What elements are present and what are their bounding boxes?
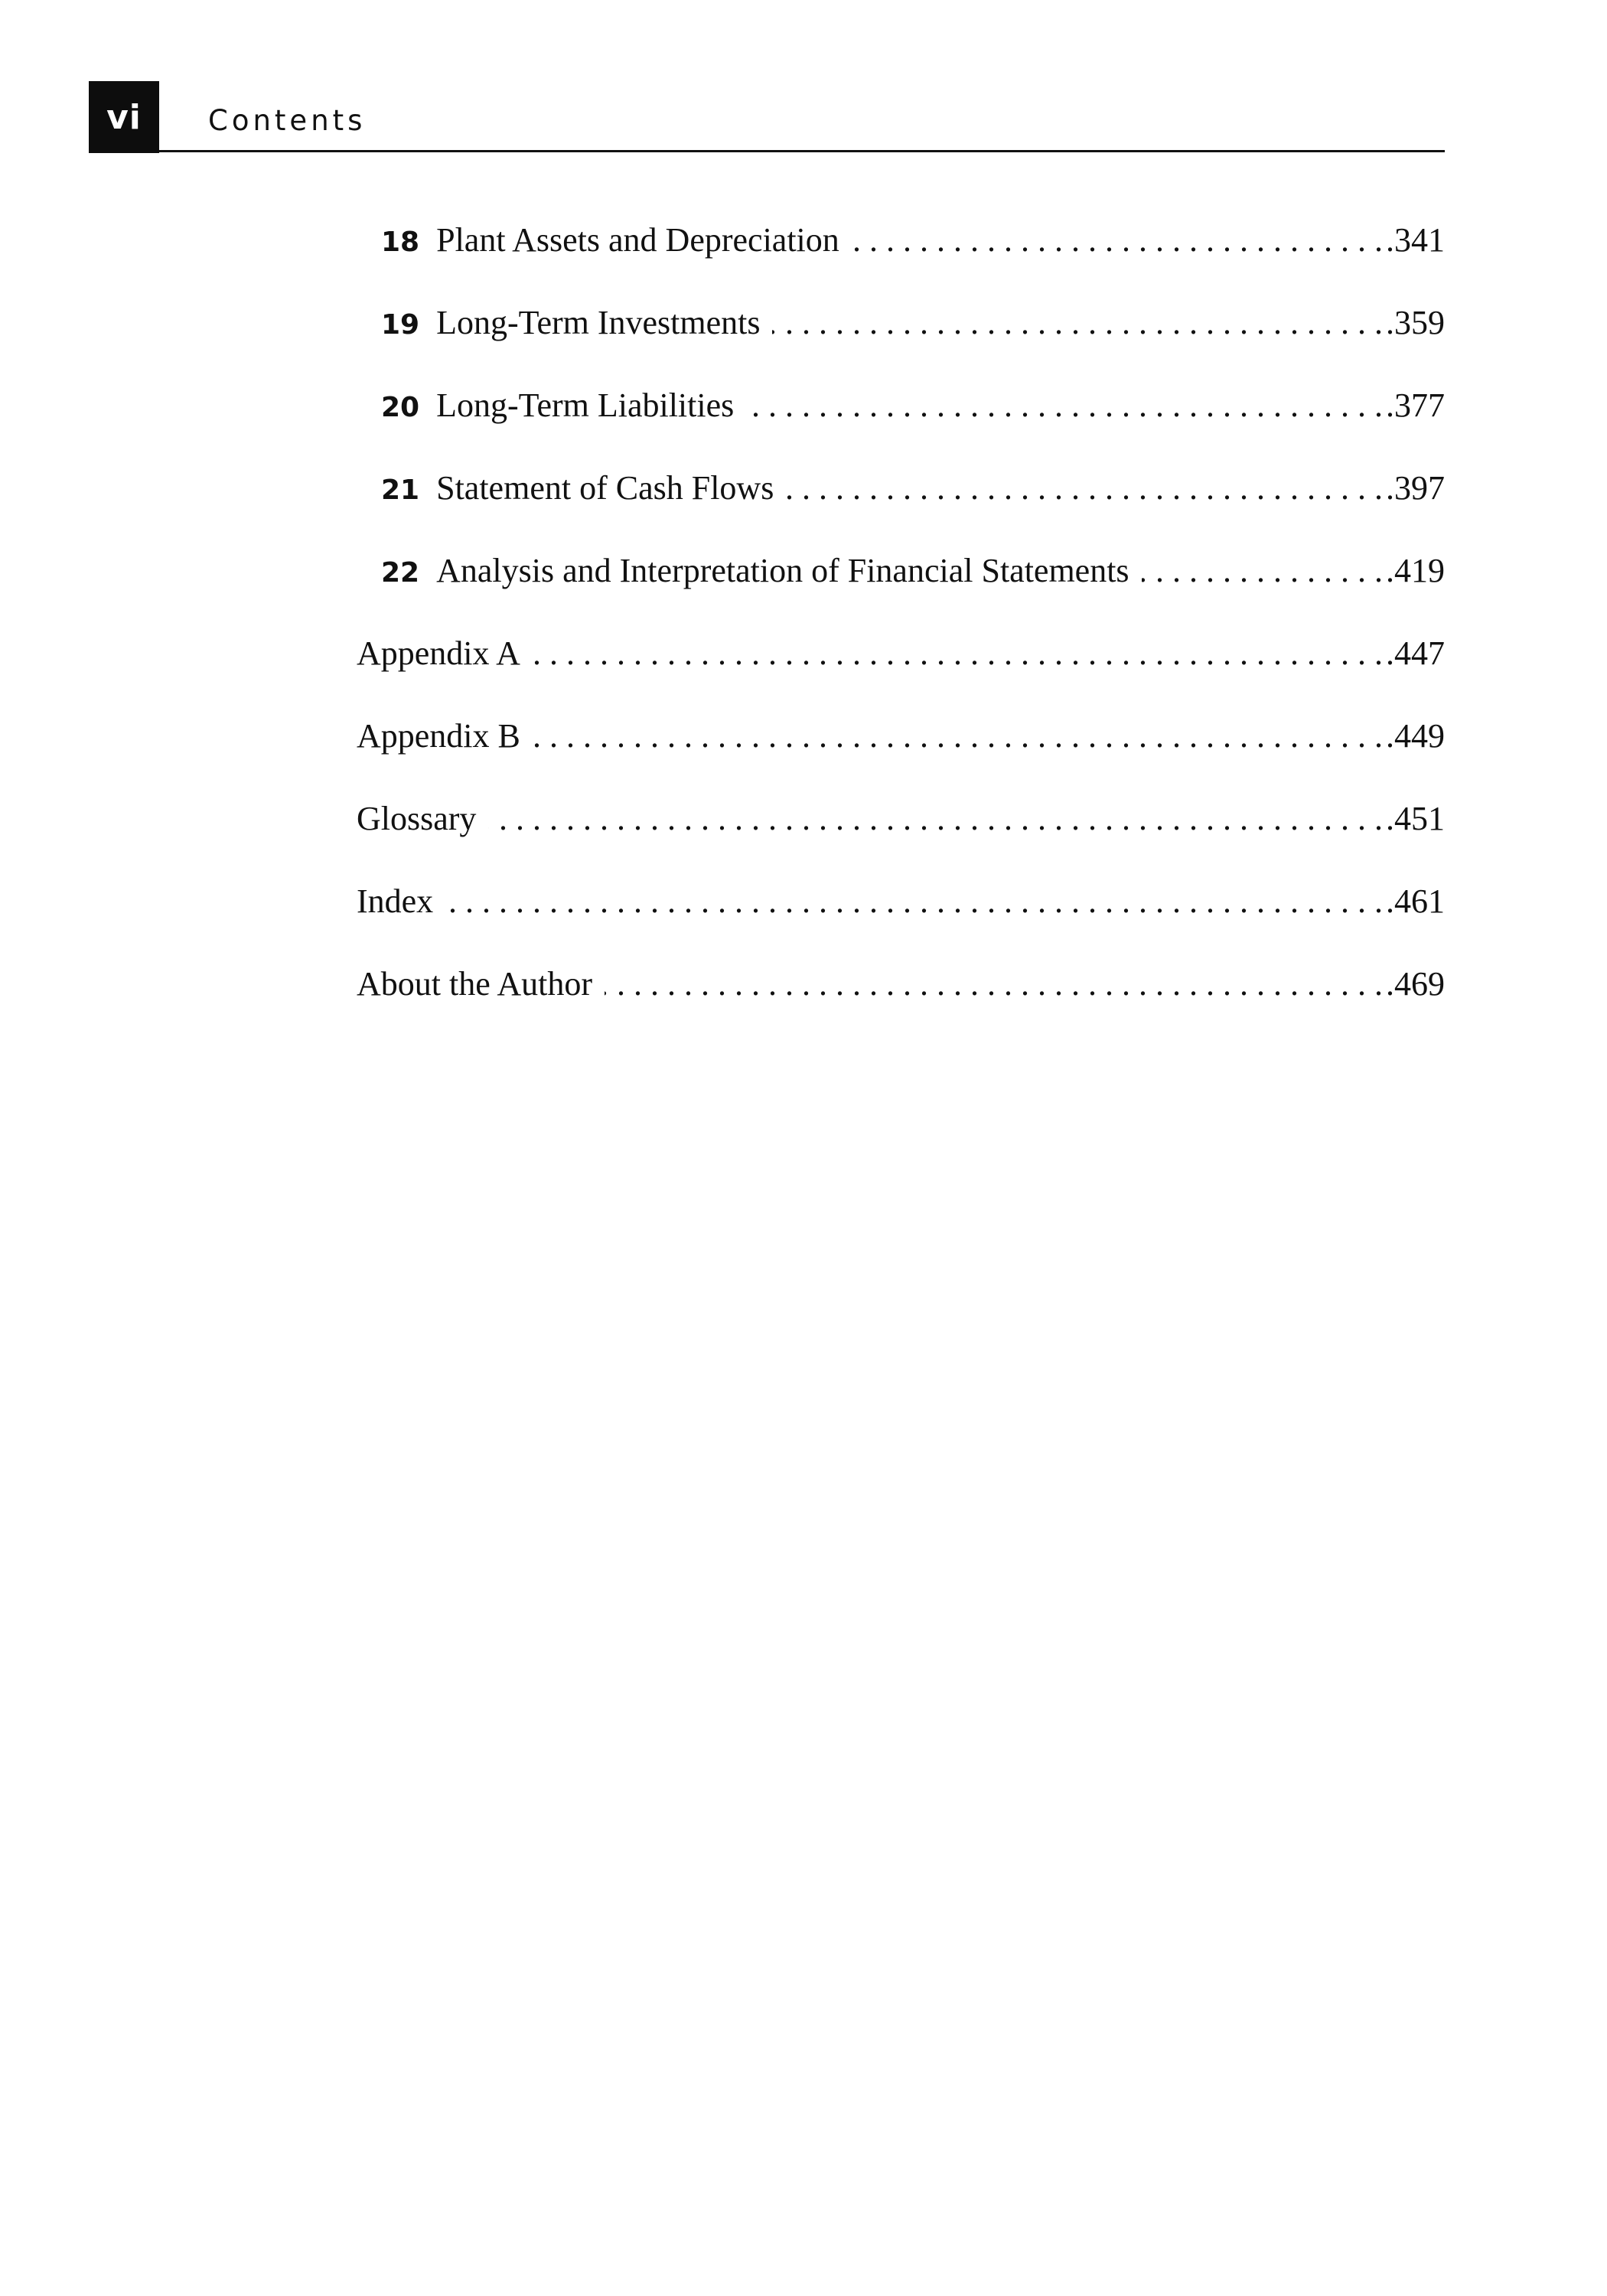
- toc-title: Long-Term Liabilities: [436, 386, 735, 424]
- chapter-number: 22: [381, 557, 420, 589]
- toc-entry-index[interactable]: [357, 882, 1445, 928]
- dot-leader: [488, 799, 1383, 838]
- toc-page-number: .461: [1386, 882, 1445, 920]
- toc-entry-about-the-author[interactable]: [357, 964, 1445, 1010]
- chapter-number: 20: [381, 392, 420, 423]
- chapter-number: 21: [381, 475, 420, 506]
- dot-leader: [772, 303, 1383, 342]
- dot-leader: [852, 220, 1383, 259]
- toc-page-number: .449: [1386, 717, 1445, 755]
- chapter-number: 18: [381, 227, 420, 258]
- toc-title: Analysis and Interpretation of Financial Statements: [436, 552, 1129, 589]
- dot-leader: [786, 468, 1383, 507]
- toc-title: Plant Assets and Depreciation: [436, 221, 839, 259]
- toc-title: Appendix B: [357, 717, 520, 755]
- page-number: vi: [106, 97, 142, 137]
- table-of-contents: [0, 0, 1607, 1071]
- dot-leader: [533, 716, 1383, 755]
- toc-entry-appendix-b[interactable]: [357, 716, 1445, 762]
- toc-page-number: .397: [1386, 469, 1445, 507]
- running-head: Contents: [208, 104, 367, 137]
- toc-title: Appendix A: [357, 634, 520, 672]
- toc-entry-appendix-a[interactable]: [357, 634, 1445, 680]
- toc-page-number: .469: [1386, 965, 1445, 1003]
- dot-leader: [445, 882, 1383, 921]
- toc-entry-chapter-20[interactable]: [381, 386, 1445, 432]
- toc-page-number: .447: [1386, 634, 1445, 672]
- toc-title: Statement of Cash Flows: [436, 469, 774, 507]
- dot-leader: [605, 964, 1383, 1003]
- chapter-number: 19: [381, 309, 420, 341]
- toc-title: Long-Term Investments: [436, 304, 761, 341]
- dot-leader: [746, 386, 1383, 425]
- toc-entry-chapter-18[interactable]: [381, 220, 1445, 266]
- toc-title: About the Author: [357, 965, 592, 1003]
- toc-page-number: .359: [1386, 304, 1445, 341]
- toc-title: Glossary: [357, 800, 477, 837]
- toc-title: Index: [357, 882, 434, 920]
- toc-page-number: .451: [1386, 800, 1445, 837]
- toc-entry-chapter-21[interactable]: [381, 468, 1445, 514]
- toc-page-number: .341: [1386, 221, 1445, 259]
- dot-leader: [1142, 551, 1383, 590]
- dot-leader: [533, 634, 1383, 673]
- toc-page-number: .419: [1386, 552, 1445, 589]
- toc-entry-glossary[interactable]: [357, 799, 1445, 845]
- toc-entry-chapter-22[interactable]: [381, 551, 1445, 597]
- toc-entry-chapter-19[interactable]: [381, 303, 1445, 349]
- toc-page-number: .377: [1386, 386, 1445, 424]
